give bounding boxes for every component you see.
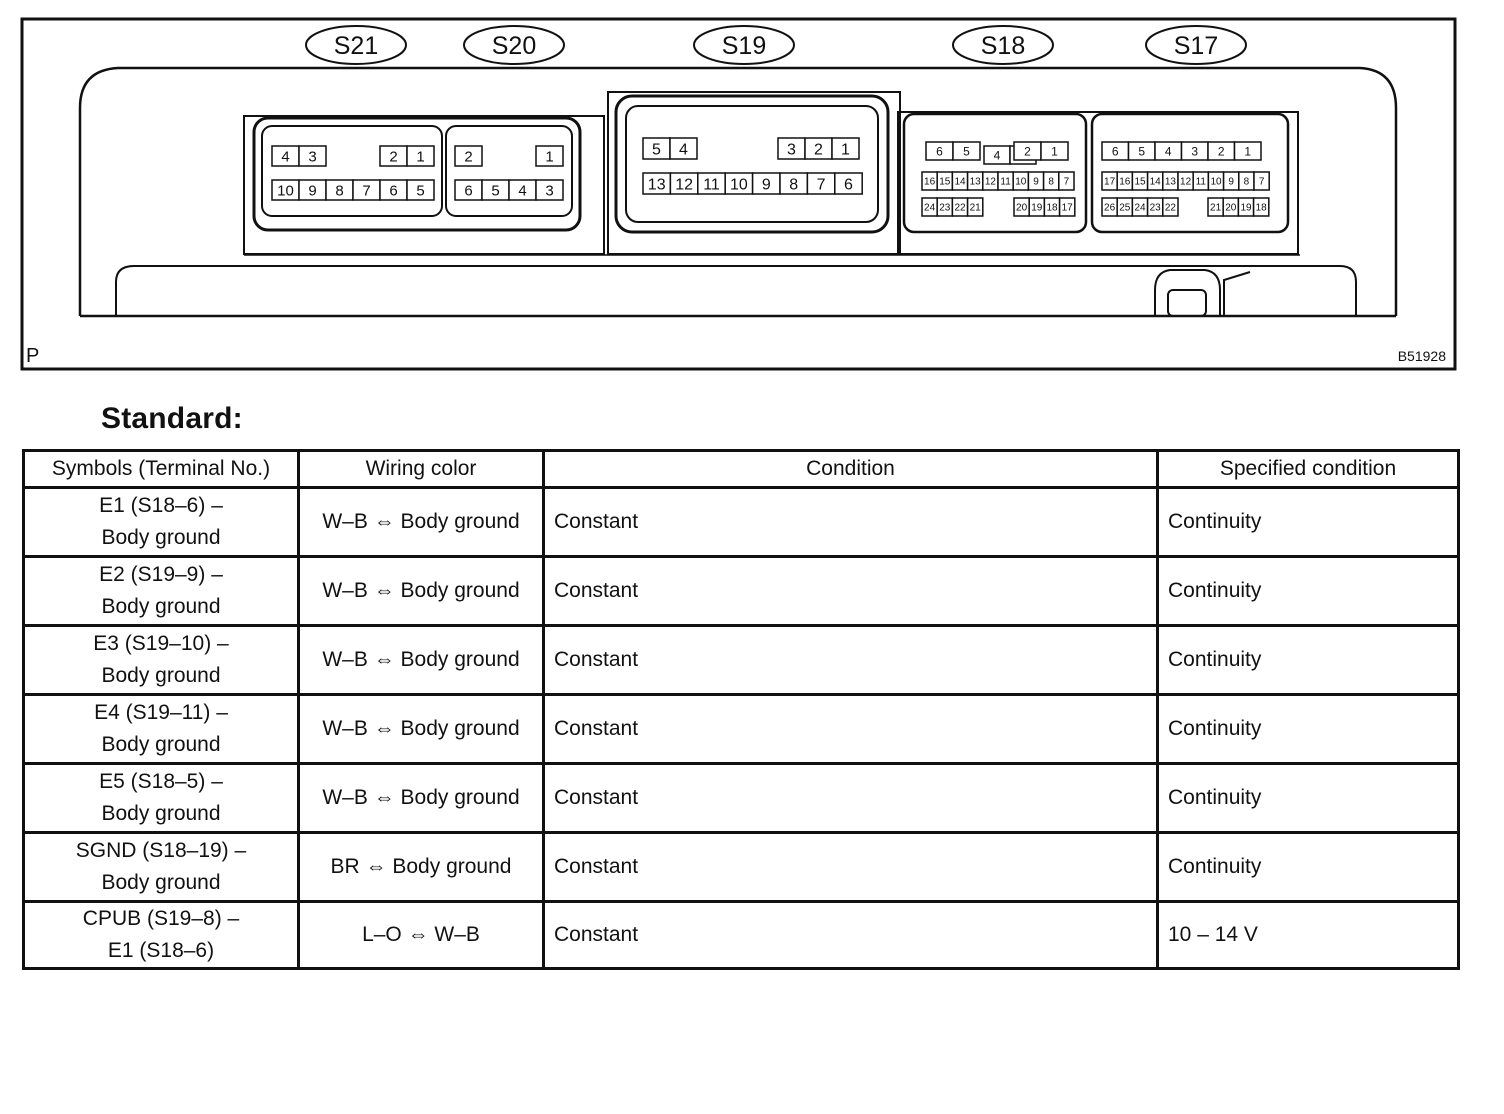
s18-pin-number: 21 [969, 202, 981, 214]
s18-pin-number: 16 [924, 176, 936, 188]
s17-pin-number: 12 [1180, 176, 1192, 188]
s17-pin-number: 25 [1119, 202, 1131, 214]
s18-pin-number: 2 [1024, 144, 1031, 159]
symbol-terminal: SGND (S18–19) – [75, 839, 247, 862]
s17-pin-number: 8 [1243, 176, 1250, 188]
s19-pin-number: 1 [841, 141, 850, 159]
s18-pin-number: 4 [993, 148, 1001, 163]
symbol-terminal: E4 (S19–11) – [94, 701, 228, 724]
s17-pin-number: 11 [1195, 176, 1206, 188]
s18-pin-number: 23 [939, 202, 951, 214]
s19-pin-number: 9 [761, 176, 771, 194]
specified-condition-cell: Continuity [1158, 695, 1459, 764]
s20-pin-number: 6 [464, 182, 473, 200]
symbol-cell [24, 833, 299, 902]
symbol-terminal: E1 (S18–6) – [99, 494, 223, 517]
s18-pin-number: 8 [1048, 176, 1054, 188]
connector-label-s19: S19 [721, 32, 767, 60]
wiring-color-cell: W–B ⇔ Body ground [299, 488, 544, 557]
s21-pin-number: 6 [389, 182, 398, 200]
s18-pin-number: 24 [924, 202, 936, 214]
s21-pin-number: 3 [308, 148, 317, 166]
specified-condition-cell: Continuity [1158, 488, 1459, 557]
s17-pin-number: 10 [1210, 176, 1222, 188]
corner-mark: P [26, 345, 40, 367]
connector-label-s20: S20 [491, 32, 537, 60]
symbol-target: Body ground [101, 802, 221, 825]
table-row [24, 902, 1459, 969]
s18-pin-number: 20 [1016, 202, 1028, 214]
s17-pin-number: 17 [1104, 176, 1116, 188]
s17-pin-number: 19 [1240, 202, 1252, 214]
s17-pin-number: 15 [1134, 176, 1146, 188]
s17-pin-number: 4 [1164, 144, 1172, 159]
s19-pin-number: 13 [647, 176, 666, 194]
s20-pin-number: 1 [545, 148, 554, 166]
wiring-color-cell: W–B ⇔ Body ground [299, 695, 544, 764]
col-header-symbols: Symbols (Terminal No.) [24, 451, 299, 488]
s17-pin-number: 2 [1217, 144, 1225, 159]
s19-pin-number: 6 [844, 176, 853, 194]
symbol-target: Body ground [101, 526, 221, 549]
s19-pin-number: 4 [679, 141, 688, 159]
s19-pin-number: 7 [816, 176, 826, 194]
s21-pin-number: 9 [308, 182, 317, 200]
s21-pin-number: 5 [416, 182, 425, 200]
s17-pin-number: 23 [1149, 202, 1161, 214]
symbol-target: Body ground [101, 733, 221, 756]
ecu-connector-diagram [0, 0, 1504, 390]
s19-pin-number: 12 [675, 176, 693, 194]
col-header-specified-condition: Specified condition [1158, 451, 1459, 488]
s20-pin-number: 2 [464, 148, 473, 166]
condition-cell: Constant [544, 833, 1158, 902]
s19-pin-number: 8 [789, 176, 799, 194]
s17-pin-number: 9 [1228, 176, 1234, 188]
specified-condition-cell: 10 – 14 V [1158, 902, 1459, 969]
standard-heading: Standard: [101, 402, 243, 435]
s18-pin-number: 17 [1061, 202, 1073, 214]
s18-pin-number: 12 [984, 176, 996, 188]
table-row [24, 764, 1459, 833]
s18-pin-number: 19 [1031, 202, 1043, 214]
wiring-color-cell: W–B ⇔ Body ground [299, 764, 544, 833]
s17-pin-number: 21 [1210, 202, 1222, 214]
table-row [24, 488, 1459, 557]
s19-pin-number: 3 [787, 141, 796, 159]
s18-pin-number: 7 [1063, 176, 1070, 188]
figure-code: B51928 [1397, 348, 1446, 364]
symbol-cell [24, 557, 299, 626]
s21-pin-number: 1 [416, 148, 425, 166]
symbol-cell [24, 695, 299, 764]
col-header-condition: Condition [544, 451, 1158, 488]
s21-pin-number: 2 [389, 148, 398, 166]
table-row [24, 695, 1459, 764]
s21-pin-number: 10 [277, 182, 294, 200]
s18-pin-number: 15 [939, 176, 951, 188]
connector-label-s17: S17 [1173, 32, 1219, 60]
s18-pin-number: 10 [1015, 176, 1027, 188]
connector-label-s21: S21 [333, 32, 379, 60]
specified-condition-cell: Continuity [1158, 764, 1459, 833]
s19-pin-number: 2 [814, 141, 823, 159]
s19-pin-number: 5 [652, 141, 661, 159]
s18-pin-number: 11 [1000, 176, 1011, 188]
wiring-color-cell: W–B ⇔ Body ground [299, 626, 544, 695]
table-header-row [24, 451, 1459, 488]
table-row [24, 626, 1459, 695]
s20-pin-number: 4 [518, 182, 527, 200]
s20-pin-number: 5 [491, 182, 500, 200]
s17-pin-number: 13 [1164, 176, 1176, 188]
s21-pin-number: 7 [362, 182, 371, 200]
s21-pin-number: 4 [281, 148, 290, 166]
s17-pin-number: 18 [1255, 202, 1267, 214]
s21-pin-number: 8 [335, 182, 344, 200]
condition-cell: Constant [544, 488, 1158, 557]
s17-pin-number: 22 [1164, 202, 1176, 214]
s18-pin-number: 18 [1046, 202, 1058, 214]
s17-pin-number: 1 [1244, 144, 1252, 159]
condition-cell: Constant [544, 626, 1158, 695]
condition-cell: Constant [544, 695, 1158, 764]
s18-pin-number: 6 [936, 144, 943, 159]
s17-pin-number: 16 [1119, 176, 1131, 188]
s17-pin-number: 5 [1138, 144, 1146, 159]
table-row [24, 833, 1459, 902]
s18-pin-number: 13 [969, 176, 981, 188]
symbol-cell [24, 626, 299, 695]
symbol-target: Body ground [101, 871, 221, 894]
wiring-color-cell: BR ⇔ Body ground [299, 833, 544, 902]
symbol-target: Body ground [101, 595, 221, 618]
wiring-color-cell: L–O ⇔ W–B [299, 902, 544, 969]
symbol-terminal: E5 (S18–5) – [99, 770, 223, 793]
condition-cell: Constant [544, 557, 1158, 626]
symbol-cell [24, 902, 299, 969]
s18-pin-number: 9 [1033, 176, 1039, 188]
symbol-terminal: E3 (S19–10) – [93, 632, 229, 655]
condition-cell: Constant [544, 764, 1158, 833]
s19-pin-number: 10 [730, 176, 748, 194]
specified-condition-cell: Continuity [1158, 626, 1459, 695]
condition-cell: Constant [544, 902, 1158, 969]
symbol-terminal: E2 (S19–9) – [99, 563, 223, 586]
symbol-cell [24, 764, 299, 833]
symbol-target: Body ground [101, 664, 221, 687]
s18-pin-number: 1 [1051, 144, 1058, 159]
wiring-color-cell: W–B ⇔ Body ground [299, 557, 544, 626]
table-row [24, 557, 1459, 626]
s17-pin-number: 26 [1104, 202, 1116, 214]
specified-condition-cell: Continuity [1158, 557, 1459, 626]
s17-pin-number: 14 [1149, 176, 1161, 188]
s19-pin-number: 11 [703, 176, 720, 194]
symbol-cell [24, 488, 299, 557]
col-header-wiring-color: Wiring color [299, 451, 544, 488]
standard-table [22, 449, 1460, 970]
s17-pin-number: 20 [1225, 202, 1237, 214]
s20-pin-number: 3 [545, 182, 554, 200]
s18-pin-number: 5 [963, 144, 970, 159]
symbol-target: E1 (S18–6) [107, 939, 215, 962]
s18-pin-number: 14 [954, 176, 966, 188]
s17-pin-number: 6 [1111, 144, 1119, 159]
symbol-terminal: CPUB (S19–8) – [82, 907, 240, 930]
s18-pin-number: 22 [954, 202, 966, 214]
specified-condition-cell: Continuity [1158, 833, 1459, 902]
s17-pin-number: 24 [1134, 202, 1146, 214]
connector-label-s18: S18 [980, 32, 1026, 60]
s17-pin-number: 7 [1258, 176, 1265, 188]
s17-pin-number: 3 [1191, 144, 1199, 159]
